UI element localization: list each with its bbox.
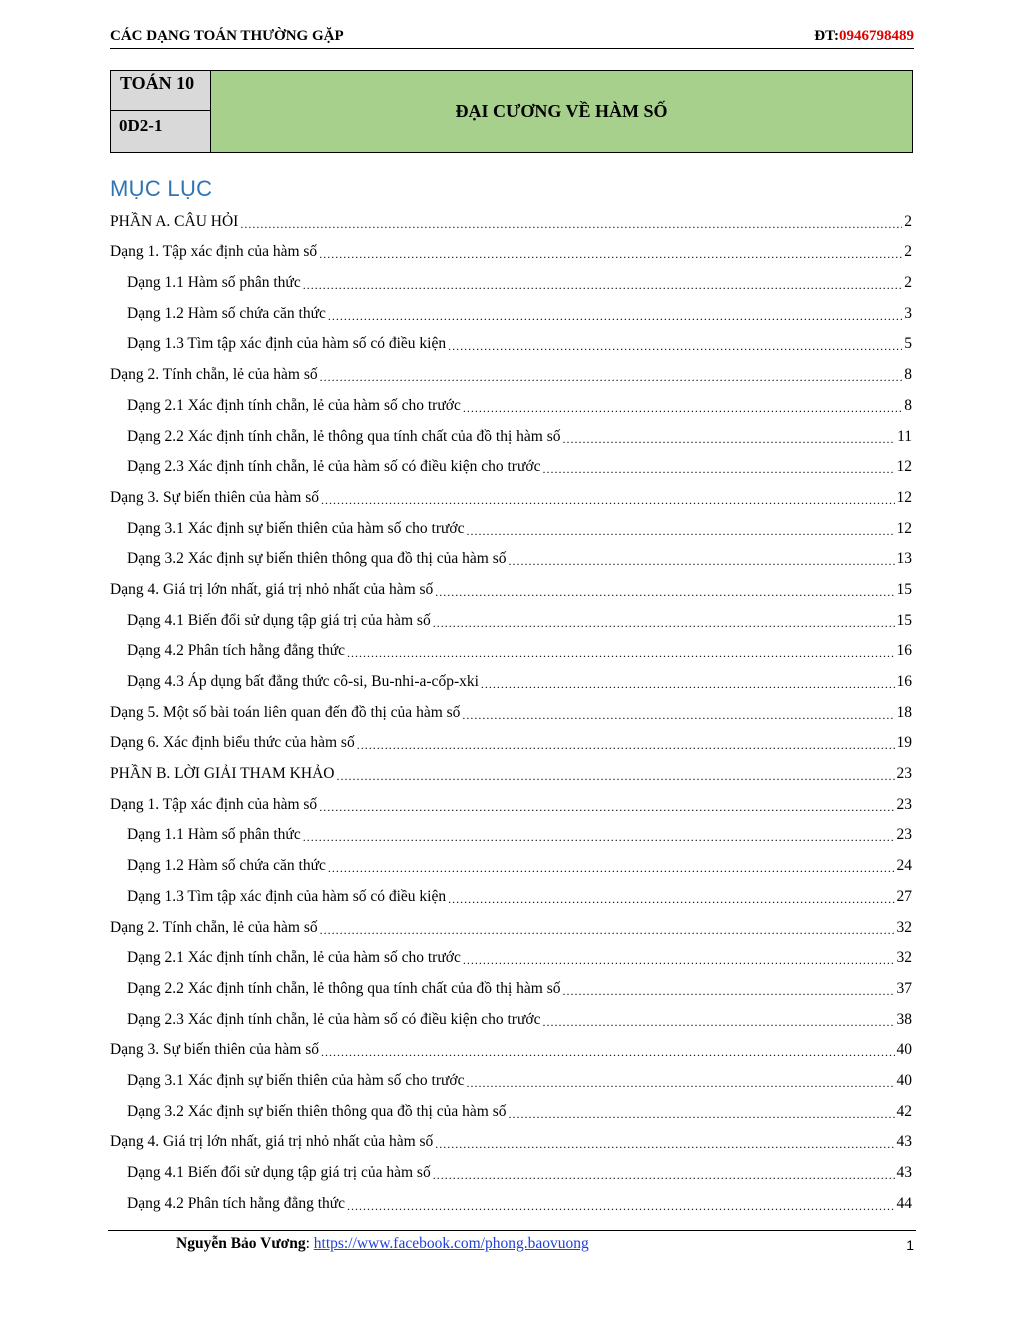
toc-dot-leader	[321, 489, 894, 511]
toc-entry-title: Dạng 3. Sự biến thiên của hàm số	[110, 485, 321, 511]
toc-entry-title: Dạng 2. Tính chẵn, lẻ của hàm số	[110, 362, 320, 388]
author-name: Nguyễn Bảo Vương	[176, 1235, 306, 1252]
toc-entry[interactable]	[110, 1063, 912, 1094]
toc-entry-page: 40	[896, 1041, 912, 1059]
toc-dot-leader	[319, 243, 902, 265]
toc-entry[interactable]	[110, 695, 912, 726]
toc-entry[interactable]	[110, 971, 912, 1002]
toc-entry[interactable]	[110, 787, 912, 818]
toc-entry-page: 5	[904, 335, 912, 353]
toc-dot-leader	[347, 642, 894, 664]
toc-entry-page: 3	[904, 304, 912, 322]
title-box	[110, 70, 913, 153]
header-phone-label: ĐT:	[814, 28, 839, 44]
toc-dot-leader	[481, 673, 895, 695]
toc-entry[interactable]	[110, 480, 912, 511]
toc-entry[interactable]	[110, 572, 912, 603]
toc-entry[interactable]	[110, 1094, 912, 1125]
footer-separator: :	[305, 1235, 314, 1252]
toc-entry-title: Dạng 4.2 Phân tích hằng đẳng thức	[127, 1191, 347, 1217]
toc-dot-leader	[303, 826, 895, 848]
document-title: ĐẠI CƯƠNG VỀ HÀM SỐ	[455, 101, 668, 121]
toc-entry[interactable]	[110, 879, 912, 910]
toc-entry-page: 15	[896, 580, 912, 598]
toc-entry[interactable]	[110, 1125, 912, 1156]
toc-entry[interactable]	[110, 910, 912, 941]
table-of-contents	[110, 204, 912, 1217]
toc-dot-leader	[357, 734, 895, 756]
toc-dot-leader	[448, 888, 894, 910]
toc-dot-leader	[508, 1103, 894, 1125]
header-series-title: CÁC DẠNG TOÁN THƯỜNG GẶP	[110, 28, 344, 44]
toc-dot-leader	[435, 1133, 894, 1155]
toc-entry-title: Dạng 2.1 Xác định tính chẵn, lẻ của hàm số cho trước	[127, 393, 463, 419]
toc-entry-page: 12	[896, 519, 912, 537]
toc-entry[interactable]	[110, 235, 912, 266]
toc-entry[interactable]	[110, 848, 912, 879]
toc-entry-title: Dạng 5. Một số bài toán liên quan đến đồ thị của hàm số	[110, 700, 462, 726]
toc-entry-page: 19	[896, 734, 912, 752]
toc-entry-page: 13	[896, 550, 912, 568]
toc-dot-leader	[508, 550, 894, 572]
toc-entry-title: Dạng 1. Tập xác định của hàm số	[110, 792, 319, 818]
toc-entry[interactable]	[110, 388, 912, 419]
toc-entry[interactable]	[110, 756, 912, 787]
toc-entry-title: Dạng 1.2 Hàm số chứa căn thức	[127, 301, 328, 327]
page-footer	[176, 1235, 589, 1253]
toc-dot-leader	[462, 704, 894, 726]
toc-entry[interactable]	[110, 204, 912, 235]
toc-entry-title: Dạng 2.2 Xác định tính chẵn, lẻ thông qua tính chất của đồ thị hàm số	[127, 424, 562, 450]
toc-entry[interactable]	[110, 818, 912, 849]
footer-divider	[108, 1230, 916, 1231]
toc-dot-leader	[328, 305, 902, 327]
toc-entry-page: 2	[904, 243, 912, 261]
toc-entry-page: 12	[896, 458, 912, 476]
toc-entry-title: Dạng 4.1 Biến đổi sử dụng tập giá trị của hàm số	[127, 608, 433, 634]
toc-entry-page: 24	[896, 857, 912, 875]
toc-heading: MỤC LỤC	[110, 176, 213, 201]
toc-dot-leader	[467, 520, 895, 542]
toc-entry-page: 11	[897, 427, 912, 445]
toc-entry-page: 44	[896, 1194, 912, 1212]
toc-entry-page: 32	[896, 949, 912, 967]
toc-entry-title: Dạng 1.3 Tìm tập xác định của hàm số có điều kiện	[127, 884, 448, 910]
toc-entry[interactable]	[110, 634, 912, 665]
toc-entry-page: 2	[904, 274, 912, 292]
toc-entry-title: Dạng 4.2 Phân tích hằng đẳng thức	[127, 638, 347, 664]
toc-dot-leader	[435, 581, 894, 603]
toc-entry-title: Dạng 4.3 Áp dụng bất đẳng thức cô-si, Bu-nhi-a-cốp-xki	[127, 669, 481, 695]
toc-dot-leader	[433, 612, 895, 634]
toc-entry-title: Dạng 2.3 Xác định tính chẵn, lẻ của hàm số có điều kiện cho trước	[127, 454, 542, 480]
toc-dot-leader	[336, 765, 894, 787]
toc-entry-page: 23	[896, 765, 912, 783]
toc-entry-page: 23	[896, 795, 912, 813]
toc-entry[interactable]	[110, 1033, 912, 1064]
subject-label: TOÁN 10	[111, 71, 210, 111]
toc-entry-title: Dạng 3.2 Xác định sự biến thiên thông qua đồ thị của hàm số	[127, 546, 508, 572]
toc-entry-title: Dạng 3.1 Xác định sự biến thiên của hàm số cho trước	[127, 1068, 467, 1094]
page-header	[110, 26, 914, 49]
toc-entry-page: 8	[904, 366, 912, 384]
toc-dot-leader	[321, 1041, 894, 1063]
toc-entry-page: 18	[896, 703, 912, 721]
toc-entry[interactable]	[110, 296, 912, 327]
toc-entry-page: 16	[896, 642, 912, 660]
toc-entry-title: Dạng 2.3 Xác định tính chẵn, lẻ của hàm số có điều kiện cho trước	[127, 1007, 542, 1033]
toc-entry[interactable]	[110, 327, 912, 358]
toc-dot-leader	[319, 796, 894, 818]
toc-entry-title: Dạng 4. Giá trị lớn nhất, giá trị nhỏ nhất của hàm số	[110, 577, 435, 603]
toc-entry-title: Dạng 1.2 Hàm số chứa căn thức	[127, 853, 328, 879]
toc-dot-leader	[467, 1072, 895, 1094]
toc-entry-title: Dạng 4. Giá trị lớn nhất, giá trị nhỏ nhất của hàm số	[110, 1129, 435, 1155]
toc-entry-title: Dạng 2.1 Xác định tính chẵn, lẻ của hàm số cho trước	[127, 945, 463, 971]
toc-entry[interactable]	[110, 265, 912, 296]
toc-entry-title: Dạng 6. Xác định biểu thức của hàm số	[110, 730, 357, 756]
header-phone: 0946798489	[839, 28, 914, 44]
toc-entry[interactable]	[110, 664, 912, 695]
page-number: 1	[906, 1237, 914, 1253]
toc-dot-leader	[463, 949, 895, 971]
toc-dot-leader	[240, 213, 902, 235]
toc-entry-page: 15	[896, 611, 912, 629]
toc-entry[interactable]	[110, 511, 912, 542]
toc-dot-leader	[463, 397, 902, 419]
toc-dot-leader	[542, 1011, 894, 1033]
toc-entry-title: PHẦN B. LỜI GIẢI THAM KHẢO	[110, 761, 336, 787]
toc-entry-title: PHẦN A. CÂU HỎI	[110, 209, 240, 235]
toc-entry[interactable]	[110, 726, 912, 757]
toc-entry[interactable]	[110, 1155, 912, 1186]
header-contact	[814, 28, 914, 45]
toc-entry[interactable]	[110, 1002, 912, 1033]
toc-entry[interactable]	[110, 941, 912, 972]
toc-entry-title: Dạng 3.2 Xác định sự biến thiên thông qua đồ thị của hàm số	[127, 1099, 508, 1125]
toc-dot-leader	[562, 980, 894, 1002]
toc-entry-title: Dạng 1. Tập xác định của hàm số	[110, 239, 319, 265]
lesson-code: 0D2-1	[119, 116, 163, 135]
toc-entry-title: Dạng 2.2 Xác định tính chẵn, lẻ thông qua tính chất của đồ thị hàm số	[127, 976, 562, 1002]
toc-entry[interactable]	[110, 357, 912, 388]
toc-entry-page: 37	[896, 979, 912, 997]
toc-entry-page: 16	[896, 673, 912, 690]
toc-entry-page: 43	[896, 1133, 912, 1151]
toc-entry[interactable]	[110, 603, 912, 634]
toc-entry-page: 12	[896, 488, 912, 506]
title-code-column	[111, 71, 211, 152]
toc-entry[interactable]	[110, 450, 912, 481]
toc-entry-title: Dạng 3.1 Xác định sự biến thiên của hàm số cho trước	[127, 516, 467, 542]
toc-dot-leader	[320, 919, 895, 941]
toc-entry-title: Dạng 1.1 Hàm số phân thức	[127, 270, 303, 296]
toc-entry-page: 42	[896, 1102, 912, 1120]
toc-entry-title: Dạng 3. Sự biến thiên của hàm số	[110, 1037, 321, 1063]
toc-dot-leader	[347, 1195, 894, 1217]
toc-entry-page: 43	[896, 1164, 912, 1181]
toc-entry-title: Dạng 4.1 Biến đổi sử dụng tập giá trị của hàm số	[127, 1160, 433, 1186]
toc-entry[interactable]	[110, 1186, 912, 1217]
toc-dot-leader	[542, 458, 894, 480]
toc-entry-page: 27	[896, 887, 912, 905]
toc-entry-page: 2	[904, 212, 912, 230]
toc-entry-page: 8	[904, 396, 912, 414]
toc-entry-page: 23	[896, 826, 912, 844]
toc-entry[interactable]	[110, 542, 912, 573]
toc-dot-leader	[303, 274, 903, 296]
toc-entry-title: Dạng 1.3 Tìm tập xác định của hàm số có điều kiện	[127, 331, 448, 357]
toc-entry-page: 38	[896, 1010, 912, 1028]
toc-dot-leader	[562, 428, 895, 450]
toc-dot-leader	[433, 1164, 895, 1186]
toc-dot-leader	[448, 335, 902, 357]
facebook-link[interactable]: https://www.facebook.com/phong.baovuong	[313, 1235, 589, 1252]
toc-entry[interactable]	[110, 419, 912, 450]
toc-entry-title: Dạng 1.1 Hàm số phân thức	[127, 822, 303, 848]
toc-dot-leader	[320, 366, 903, 388]
toc-dot-leader	[328, 857, 895, 879]
toc-entry-page: 40	[896, 1071, 912, 1089]
toc-entry-page: 32	[896, 918, 912, 936]
toc-entry-title: Dạng 2. Tính chẵn, lẻ của hàm số	[110, 915, 320, 941]
